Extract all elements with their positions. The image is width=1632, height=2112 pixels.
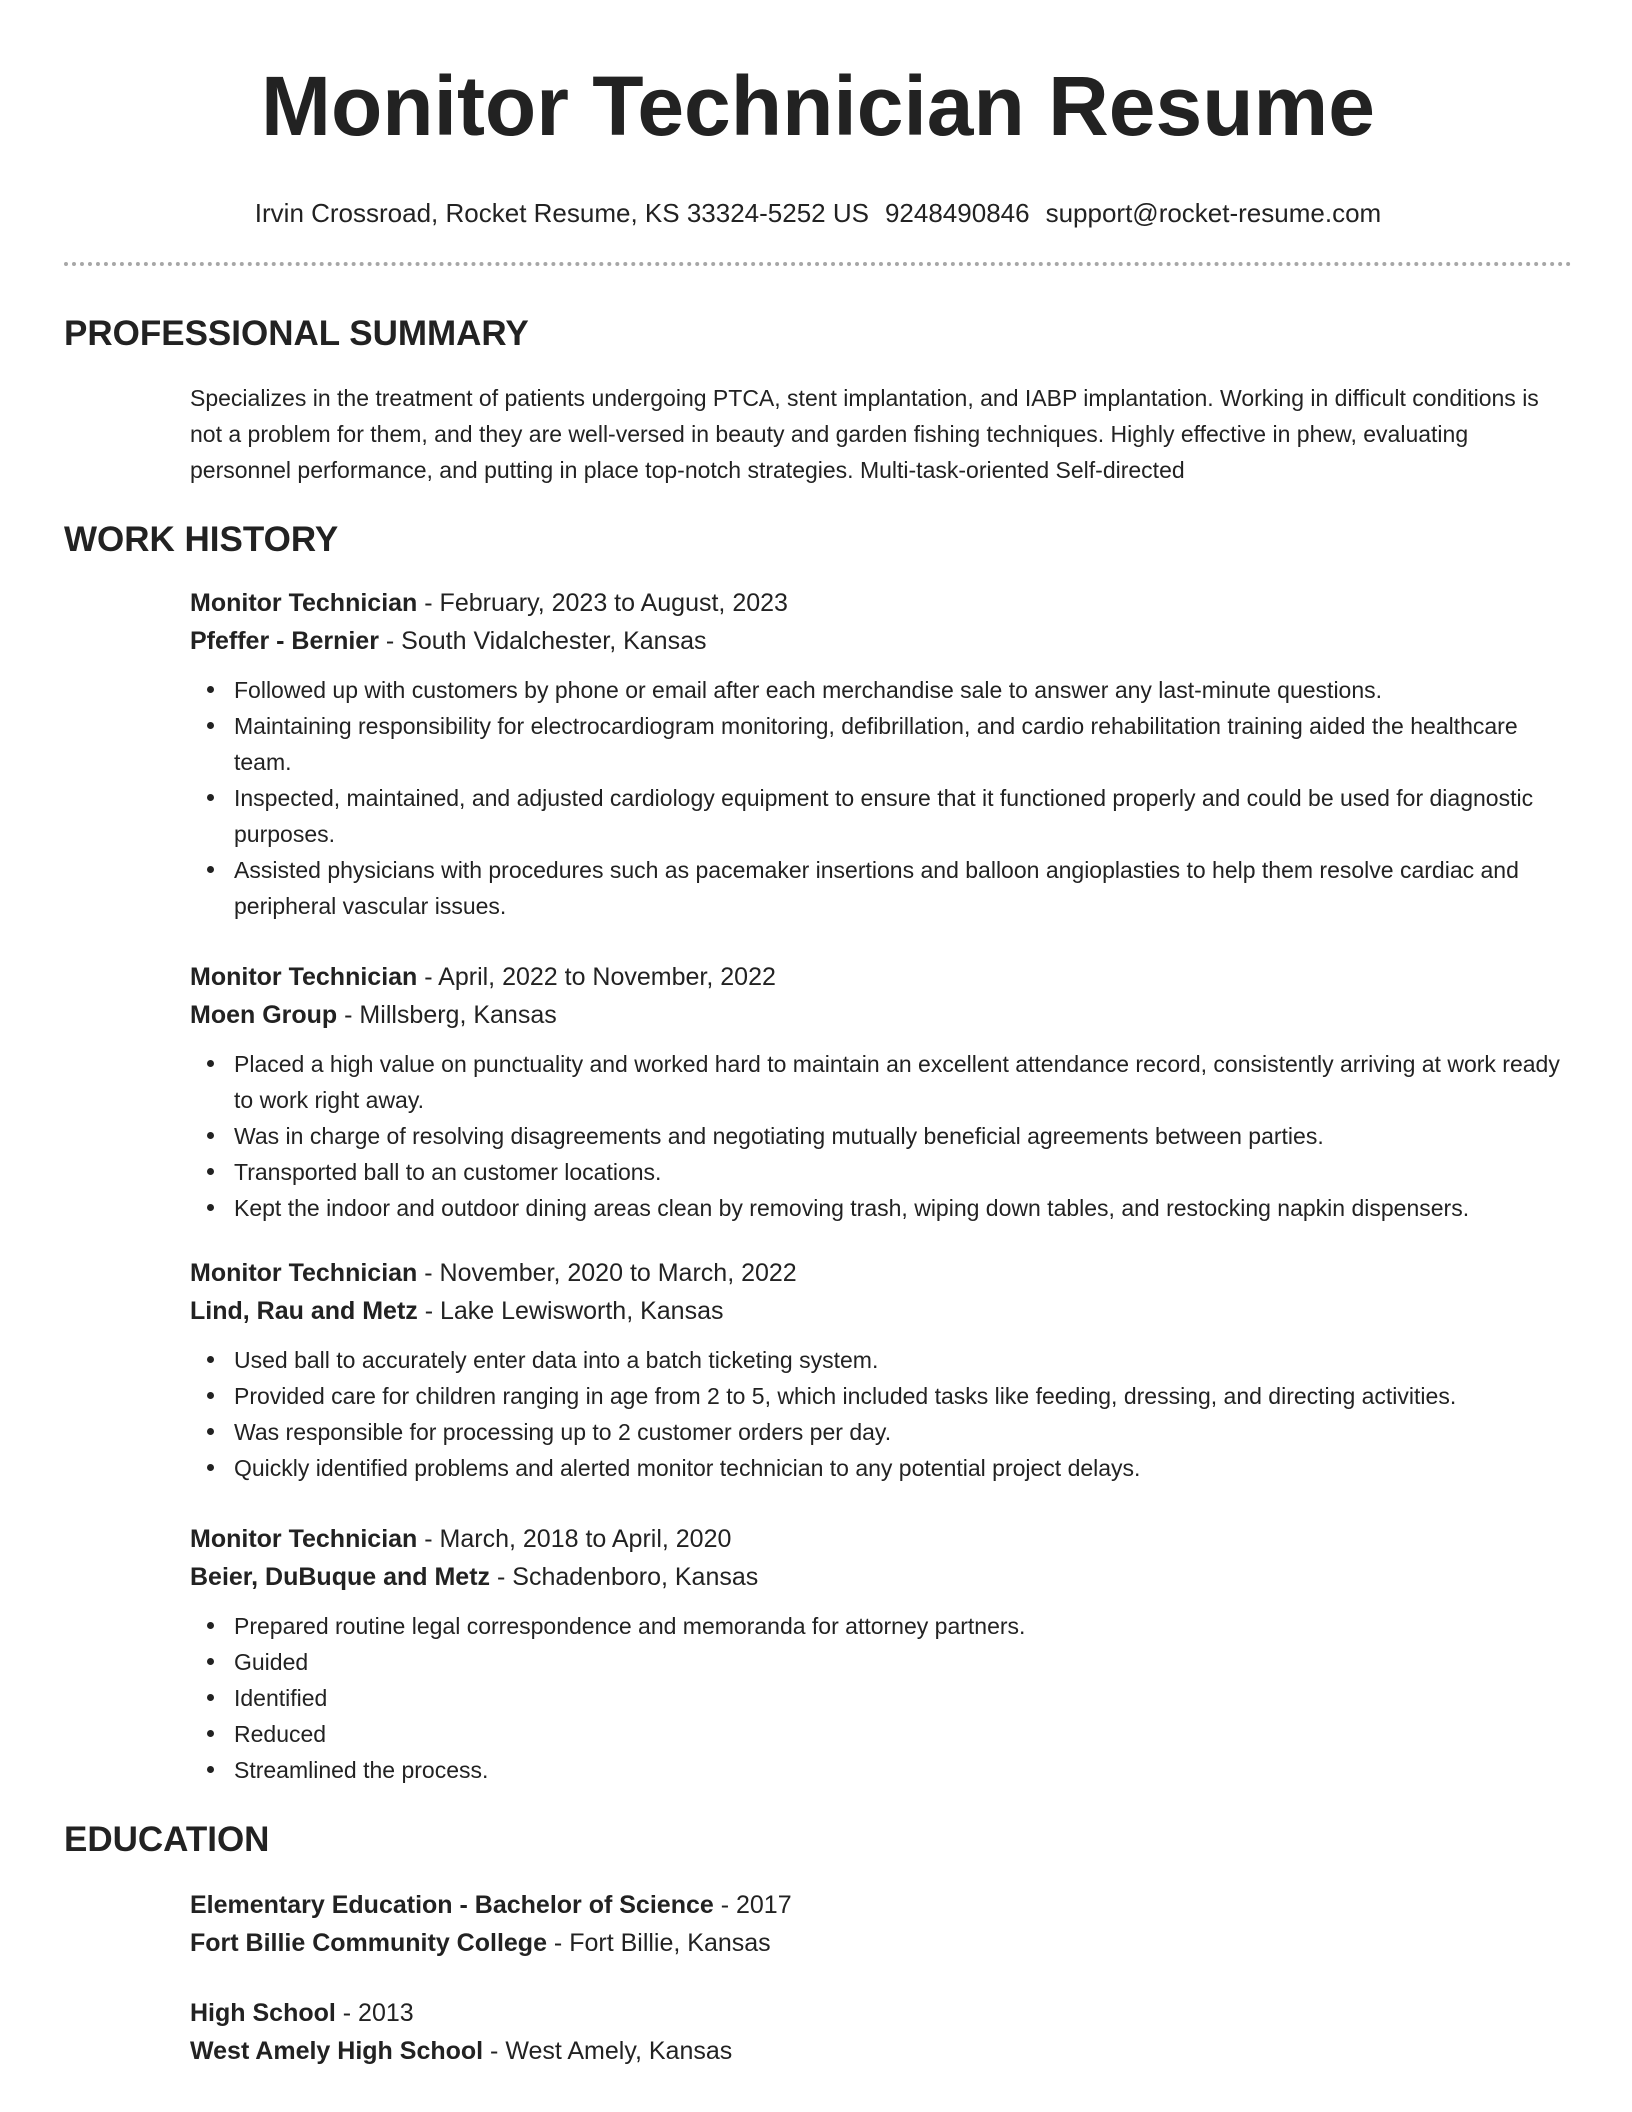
contact-phone: 9248490846 xyxy=(884,198,1030,228)
job-title-line xyxy=(190,584,1572,622)
job-bullets xyxy=(190,1046,1572,1226)
job-bullet: Used ball to accurately enter data into a batch ticketing system. xyxy=(234,1342,1572,1378)
job-dates: - April, 2022 to November, 2022 xyxy=(417,963,776,991)
resume-page xyxy=(64,0,1572,2070)
job-location: - Lake Lewisworth, Kansas xyxy=(417,1297,724,1325)
job-title: Monitor Technician xyxy=(190,1525,418,1553)
school-line xyxy=(190,1924,1572,1962)
work-history-heading: WORK HISTORY xyxy=(64,520,339,559)
job-bullet: Identified xyxy=(234,1680,1572,1716)
job-bullet: Was in charge of resolving disagreements and negotiating mutually beneficial agreements between parties. xyxy=(234,1118,1572,1154)
degree: High School xyxy=(190,1999,336,2027)
job-location: - Millsberg, Kansas xyxy=(337,1001,557,1029)
job-bullet: Transported ball to an customer locations. xyxy=(234,1154,1572,1190)
job-company-line xyxy=(190,1292,1572,1330)
job-bullet: Quickly identified problems and alerted monitor technician to any potential project delays. xyxy=(234,1450,1572,1486)
graduation-year: - 2013 xyxy=(335,1999,414,2027)
header-divider xyxy=(64,262,1572,266)
job-company: Beier, DuBuque and Metz xyxy=(190,1563,491,1591)
job-title: Monitor Technician xyxy=(190,1259,418,1287)
job-dates: - February, 2023 to August, 2023 xyxy=(417,589,788,617)
job-title-line xyxy=(190,1254,1572,1292)
job-company-line xyxy=(190,622,1572,660)
job-dates: - November, 2020 to March, 2022 xyxy=(417,1259,797,1287)
summary-heading: PROFESSIONAL SUMMARY xyxy=(64,314,529,353)
job-title-line xyxy=(190,1520,1572,1558)
job-location: - South Vidalchester, Kansas xyxy=(378,627,707,655)
job-bullet: Assisted physicians with procedures such as pacemaker insertions and balloon angioplasties to help them resolve cardiac and peripheral vascular issues. xyxy=(234,852,1572,924)
job-company-line xyxy=(190,996,1572,1034)
job-title: Monitor Technician xyxy=(190,589,418,617)
job-bullet: Kept the indoor and outdoor dining areas clean by removing trash, wiping down tables, and restocking napkin dispensers. xyxy=(234,1190,1572,1226)
school-name: Fort Billie Community College xyxy=(190,1929,547,1957)
school-location: - West Amely, Kansas xyxy=(483,2037,733,2065)
education-entry-2 xyxy=(190,1994,1572,2070)
job-company-line xyxy=(190,1558,1572,1596)
job-company: Pfeffer - Bernier xyxy=(190,627,379,655)
job-bullet: Was responsible for processing up to 2 customer orders per day. xyxy=(234,1414,1572,1450)
job-bullets xyxy=(190,1342,1572,1486)
job-title: Monitor Technician xyxy=(190,963,418,991)
contact-address: Irvin Crossroad, Rocket Resume, KS 33324-5252 US xyxy=(254,198,869,228)
summary-text: Specializes in the treatment of patients undergoing PTCA, stent implantation, and IABP implantation. Working in difficult conditions is not a problem for them, and they are well-versed in beauty and garden fishing techniques. Highly effective in phew, evaluating personnel performance, and putting in place top-notch strategies. Multi-task-oriented Self-directed xyxy=(190,385,1539,483)
school-name: West Amely High School xyxy=(190,2037,484,2065)
job-entry-3 xyxy=(190,1254,1572,1486)
graduation-year: - 2017 xyxy=(713,1891,792,1919)
job-bullet: Prepared routine legal correspondence and memoranda for attorney partners. xyxy=(234,1608,1572,1644)
job-entry-4 xyxy=(190,1520,1572,1788)
job-bullet: Guided xyxy=(234,1644,1572,1680)
school-line xyxy=(190,2032,1572,2070)
job-dates: - March, 2018 to April, 2020 xyxy=(417,1525,732,1553)
job-entry-1 xyxy=(190,584,1572,924)
education-heading: EDUCATION xyxy=(64,1820,270,1859)
job-bullet: Streamlined the process. xyxy=(234,1752,1572,1788)
job-bullet: Followed up with customers by phone or email after each merchandise sale to answer any last-minute questions. xyxy=(234,672,1572,708)
resume-title: Monitor Technician Resume xyxy=(261,59,1375,153)
degree-line xyxy=(190,1994,1572,2032)
contact-line xyxy=(64,196,1572,230)
job-company: Moen Group xyxy=(190,1001,338,1029)
contact-email: support@rocket-resume.com xyxy=(1045,198,1382,228)
job-title-line xyxy=(190,958,1572,996)
job-bullet: Reduced xyxy=(234,1716,1572,1752)
job-company: Lind, Rau and Metz xyxy=(190,1297,418,1325)
school-location: - Fort Billie, Kansas xyxy=(546,1929,771,1957)
job-bullets xyxy=(190,672,1572,924)
degree: Elementary Education - Bachelor of Science xyxy=(190,1891,714,1919)
job-bullet: Inspected, maintained, and adjusted cardiology equipment to ensure that it functioned properly and could be used for diagnostic purposes. xyxy=(234,780,1572,852)
job-bullet: Provided care for children ranging in age from 2 to 5, which included tasks like feeding, dressing, and directing activities. xyxy=(234,1378,1572,1414)
degree-line xyxy=(190,1886,1572,1924)
education-entry-1 xyxy=(190,1886,1572,1962)
job-entry-2 xyxy=(190,958,1572,1226)
job-bullets xyxy=(190,1608,1572,1788)
job-bullet: Maintaining responsibility for electrocardiogram monitoring, defibrillation, and cardio rehabilitation training aided the healthcare team. xyxy=(234,708,1572,780)
job-location: - Schadenboro, Kansas xyxy=(490,1563,759,1591)
job-bullet: Placed a high value on punctuality and worked hard to maintain an excellent attendance record, consistently arriving at work ready to work right away. xyxy=(234,1046,1572,1118)
